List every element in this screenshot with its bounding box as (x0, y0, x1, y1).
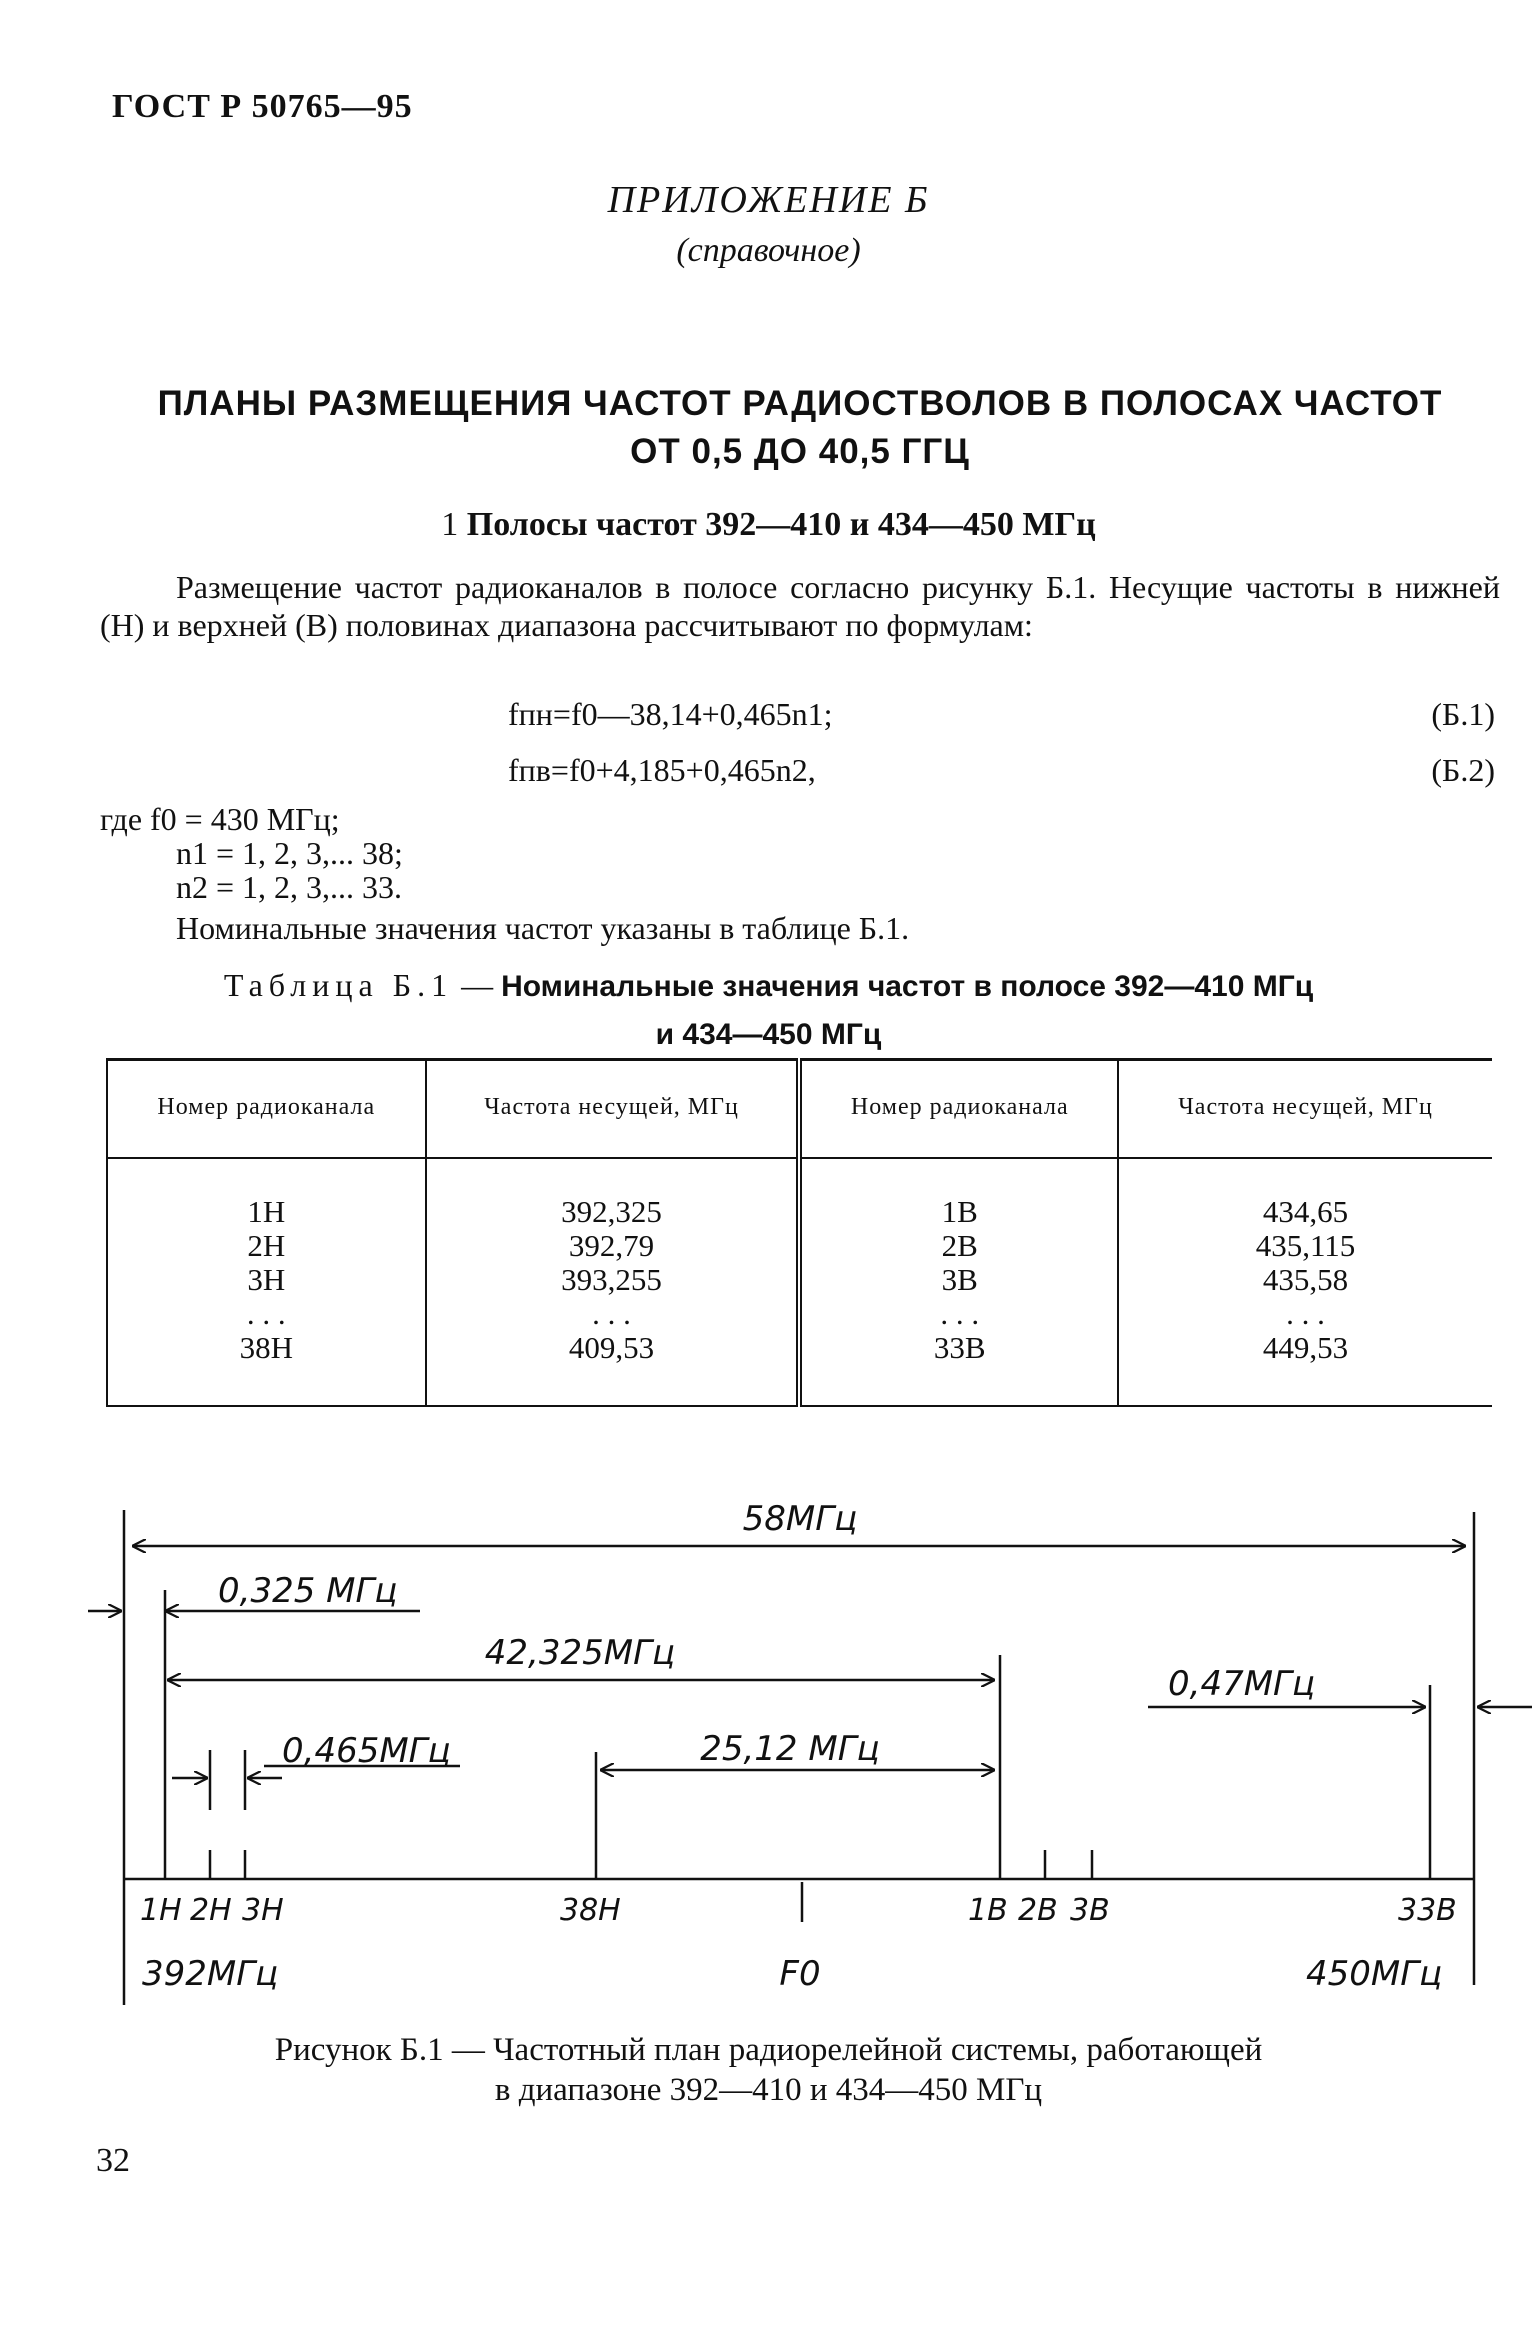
figure-caption-line1: Рисунок Б.1 — Частотный план радиорелейной системы, работающей (274, 2032, 1263, 2068)
frequency-plan-figure (0, 1480, 1537, 2020)
header-freq-1: Частота несущей, МГц (426, 1060, 800, 1159)
page-number: 32 (96, 2142, 130, 2179)
table-caption (0, 962, 1537, 1058)
label-ch-3b: 3В (1070, 1893, 1110, 1928)
main-title-line2: ОТ 0,5 ДО 40,5 ГГЦ (630, 432, 970, 471)
section-number: 1 (441, 506, 459, 543)
column-freq-high: 434,65 435,115 435,58 . . . 449,53 (1255, 1194, 1356, 1365)
main-title (100, 380, 1500, 476)
appendix-subtitle: (справочное) (676, 232, 861, 269)
table-caption-label: Таблица Б.1 (223, 967, 454, 1003)
formula-2-number: (Б.2) (1431, 752, 1495, 788)
where-block (100, 802, 403, 904)
column-channel-high: 1В 2В 3В . . . 33В (799, 1158, 1118, 1406)
figure-caption-line2: в диапазоне 392—410 и 434—450 МГц (494, 2072, 1043, 2108)
where-line-n2: n2 = 1, 2, 3,... 33. (176, 869, 403, 905)
section-title-text: Полосы частот 392—410 и 434—450 МГц (466, 506, 1096, 543)
header-channel-1: Номер радиоканала (107, 1060, 426, 1159)
figure-caption (0, 2030, 1537, 2110)
label-ch-33b: 33В (1398, 1893, 1457, 1928)
header-channel-2: Номер радиоканала (799, 1060, 1118, 1159)
table-caption-title1: Номинальные значения частот в полосе 392—410 МГц (501, 970, 1314, 1003)
label-2512mhz: 25,12 МГц (700, 1729, 880, 1769)
frequency-table (106, 1058, 1492, 1407)
label-ch-3h: 3Н (242, 1893, 284, 1928)
document-header: ГОСТ Р 50765—95 (112, 88, 413, 125)
label-f0: F0 (779, 1954, 821, 1994)
label-42325mhz: 42,325МГц (484, 1633, 676, 1673)
label-047mhz: 0,47МГц (1168, 1664, 1316, 1704)
label-0325mhz: 0,325 МГц (218, 1571, 398, 1611)
table-caption-dash: — (453, 967, 502, 1003)
intro-paragraph: Размещение частот радиоканалов в полосе согласно рисунку Б.1. Несущие частоты в нижней (Н) и верхней (В) половинах диапазона рассчитывают по формулам: (100, 569, 1500, 643)
formula-2: fпв=f0+4,185+0,465n2, (508, 752, 816, 788)
column-channel-low: 1Н 2Н 3Н . . . 38Н (107, 1158, 426, 1406)
label-ch-1b: 1В (968, 1893, 1008, 1928)
appendix-title: ПРИЛОЖЕНИЕ Б (607, 179, 930, 221)
label-58mhz: 58МГц (742, 1499, 858, 1539)
label-ch-38h: 38Н (560, 1893, 621, 1928)
label-450mhz: 450МГц (1306, 1954, 1443, 1994)
formula-1-number: (Б.1) (1431, 696, 1495, 732)
section-title (0, 506, 1537, 544)
header-freq-2: Частота несущей, МГц (1178, 1094, 1433, 1120)
label-392mhz: 392МГц (142, 1954, 279, 1994)
column-freq-low: 392,325 392,79 393,255 . . . 409,53 (426, 1158, 800, 1406)
main-title-line1: ПЛАНЫ РАЗМЕЩЕНИЯ ЧАСТОТ РАДИОСТВОЛОВ В ПОЛОСАХ ЧАСТОТ (157, 384, 1443, 423)
where-line-n1: n1 = 1, 2, 3,... 38; (176, 835, 403, 871)
label-ch-2h: 2Н (190, 1893, 232, 1928)
table-reference-note: Номинальные значения частот указаны в таблице Б.1. (176, 910, 910, 946)
label-ch-2b: 2В (1018, 1893, 1058, 1928)
where-line-f0: где f0 = 430 МГц; (100, 801, 340, 837)
table-caption-title2: и 434—450 МГц (655, 1018, 882, 1051)
formula-1: fпн=f0—38,14+0,465n1; (508, 696, 833, 732)
label-0465mhz: 0,465МГц (282, 1731, 451, 1771)
label-ch-1h: 1Н (140, 1893, 182, 1928)
